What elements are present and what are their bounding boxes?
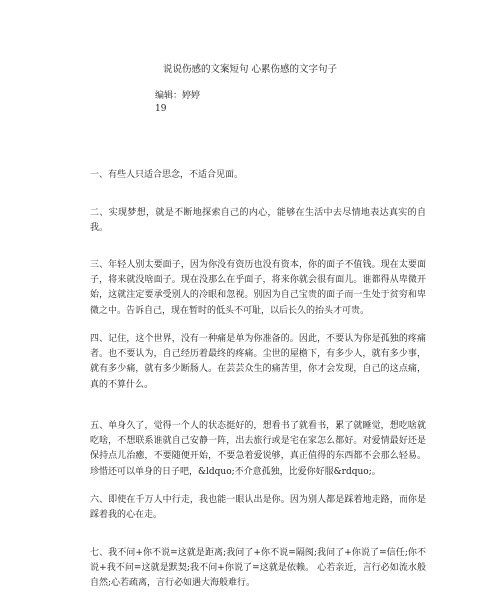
paragraph-1: 一、有些人只适合思念，不适合见面。 xyxy=(90,170,244,180)
paragraph-7: 七、我不问+你不说=这就是距离;我问了+你不说=隔阂;我问了+你说了=信任;你不说+我不问=这就是默契;我不问+你说了=这就是依赖。 心若亲近，言行必如流水般自然;心若疏离，言行必如遇大海般难行。 xyxy=(90,548,426,589)
view-count: 19 xyxy=(155,104,167,114)
editor-line: 编辑：婷婷 xyxy=(155,91,201,101)
paragraph-5: 五、单身久了，觉得一个人的状态挺好的，想看书了就看书，累了就睡觉，想吃啥就吃啥，不想联系谁就自己安静一阵，出去旅行或是宅在家怎么都好。对爱情最好还是保持点儿治癒，不要随便开始，不要急着爱说够，真正值得的东西都不会那么轻易。珍惜还可以单身的日子吧，&ldquo;不介意孤独，比爱你好服&rdquo;。 xyxy=(90,421,426,477)
paragraph-6: 六、即使在千万人中行走，我也能一眼认出是你。因为别人都是踩着地走路，而你是踩着我的心在走。 xyxy=(90,495,426,521)
paragraph-2: 二、实现梦想，就是不断地探索自己的内心，能够在生活中去尽情地表达真实的自我。 xyxy=(90,208,426,234)
paragraph-4: 四、记住，这个世界，没有一种痛是单为你准备的。因此，不要认为你是孤独的疼痛者。也不要认为，自己经历着最终的疼痛。尘世的屋檐下，有多少人，就有多少事，就有多少痛，就有多少断肠人。在芸芸众生的痛苦里，你才会发现，自己的这点痛，真的不算什么。 xyxy=(90,334,426,390)
paragraph-3: 三、年轻人别太要面子，因为你没有资历也没有资本，你的面子不值钱。现在太要面子，将来就没啥面子。现在没那么在乎面子，将来你就会很有面儿。谁都得从卑微开始，这就注定要承受别人的冷眼和忽视。别因为自己宝贵的面子而一生处于贫穷和卑微之中。告诉自己，现在暂时的低头不可耻，以后长久的抬头才可贵。 xyxy=(90,260,426,316)
document-title: 说说伤感的文案短句 心累伤感的文字句子 xyxy=(162,64,338,75)
